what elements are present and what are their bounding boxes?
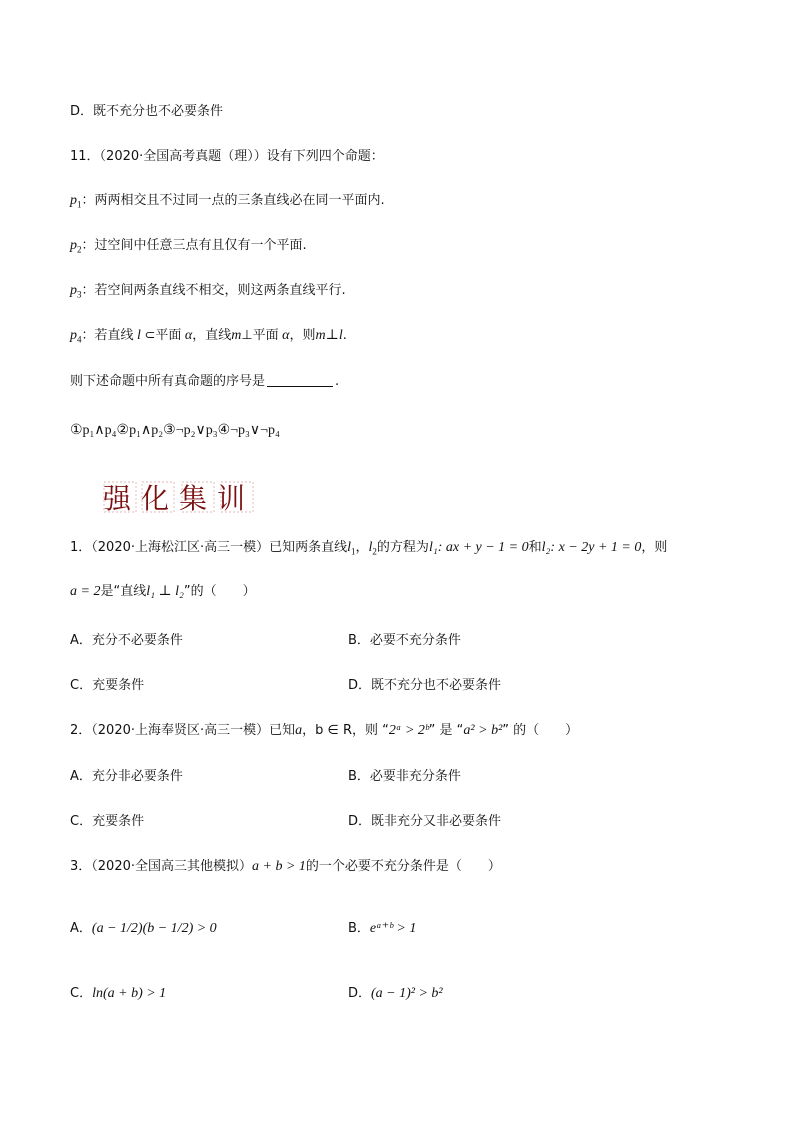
q2-ineq2: a² > b² xyxy=(463,723,503,738)
q1-tail: ，则 xyxy=(641,540,668,555)
q1-line2 xyxy=(70,582,256,602)
q3-tail: 的一个必要不充分条件是（ ） xyxy=(305,859,501,874)
q11-p4-end: . xyxy=(342,328,347,343)
q1-mid1: ， xyxy=(355,540,369,555)
q1-option-d[interactable]: D．既不充分也不必要条件 xyxy=(348,678,502,693)
q11-p2: $p_2$：过空间中任意三点有且仅有一个平面. xyxy=(70,238,307,255)
q1-option-a[interactable]: A．充分不必要条件 xyxy=(70,633,183,648)
q3-options-row1 xyxy=(70,916,417,942)
q11-p1: $p_1$：两两相交且不过同一点的三条直线必在同一平面内. xyxy=(70,193,385,210)
q3-option-b[interactable] xyxy=(348,916,416,942)
q11-p4-pre: 若直线 xyxy=(94,328,134,343)
q2-option-c[interactable]: C．充要条件 xyxy=(70,814,145,829)
q2-option-d[interactable]: D．既非充分又非必要条件 xyxy=(348,814,502,829)
q11-p4: $p_4$：若直线 l ⊂平面 α，直线m⊥平面 α，则m⊥l. xyxy=(70,328,347,345)
q2-ineq1: 2ᵃ > 2ᵇ xyxy=(388,723,429,738)
q11-p2-text: 过空间中任意三点有且仅有一个平面. xyxy=(94,238,307,253)
q11-p4-mid2: ，直线 xyxy=(192,328,232,343)
q3-option-c[interactable] xyxy=(70,986,166,1001)
q11-ask xyxy=(70,372,339,392)
q2-cond: ，b ∈ R，则 “ xyxy=(302,723,389,738)
q11-ask-text: 则下述命题中所有真命题的序号是 xyxy=(70,374,266,389)
q2-option-b[interactable]: B．必要非充分条件 xyxy=(348,769,461,784)
q3-option-d[interactable] xyxy=(348,984,443,1004)
q11-p3-text: 若空间两条直线不相交，则这两条直线平行. xyxy=(94,283,346,298)
q2-is: ” 是 “ xyxy=(428,723,464,738)
q3-option-a-expr: (a − 1/2)(b − 1/2) > 0 xyxy=(91,921,217,936)
section-banner xyxy=(103,480,255,514)
q1-head: 1．（2020·上海松江区·高三一模）已知两条直线 xyxy=(70,540,348,555)
q1-is: 是“直线 xyxy=(100,584,147,599)
q11-p4-mid4: ，则 xyxy=(289,328,316,343)
q11-p1-text: 两两相交且不过同一点的三条直线必在同一平面内. xyxy=(94,193,385,208)
q1-end: ”的（ ） xyxy=(183,584,256,599)
q1-mid2: 的方程为 xyxy=(376,540,429,555)
q3-option-b-expr: eᵃ⁺ᵇ > 1 xyxy=(369,921,417,936)
q1-options-row1 xyxy=(70,631,461,651)
q3-option-a-label: A． xyxy=(70,921,92,936)
q1-and: 和 xyxy=(528,540,542,555)
q3-option-c-label: C． xyxy=(70,986,93,1001)
q3-option-d-label: D． xyxy=(348,986,372,1001)
q11-p4-mid3: ⊥平面 xyxy=(241,328,279,343)
q11-ask-end: . xyxy=(335,374,340,389)
q3-option-a[interactable] xyxy=(70,921,217,936)
q11-choices: ①p₁∧p₄②p₁∧p₂③¬p₂∨p₃④¬p₃∨¬p₄ xyxy=(70,423,280,438)
q2-head: 2．（2020·上海奉贤区·高三一模）已知 xyxy=(70,723,296,738)
q1-eq1: l₁: ax + y − 1 = 0 xyxy=(428,540,529,555)
prev-option-d: D．既不充分也不必要条件 xyxy=(70,104,224,119)
q11-p4-mid1: ⊂平面 xyxy=(144,328,182,343)
q3-heading xyxy=(70,857,501,877)
q2-end: ” 的（ ） xyxy=(502,723,579,738)
q11-heading: 11．（2020·全国高考真题（理））设有下列四个命题： xyxy=(70,149,384,164)
q2-heading: 2．（2020·上海奉贤区·高三一模）已知a，b ∈ R，则 “2ᵃ > 2ᵇ” 是 “a² > b²” 的（ ） xyxy=(70,723,579,738)
q3-option-b-label: B． xyxy=(348,921,370,936)
q3-head: 3．（2020·全国高三其他模拟） xyxy=(70,859,252,874)
q1-rel: l₁ ⊥ l₂ xyxy=(146,584,184,599)
q3-options-row2 xyxy=(70,984,443,1004)
q3-option-c-expr: ln(a + b) > 1 xyxy=(92,986,167,1001)
q1-heading: 1．（2020·上海松江区·高三一模）已知两条直线$l_1$，$l_2$的方程为l₁: ax + y − 1 = 0和l₂: x − 2y + 1 = 0，则 xyxy=(70,540,668,557)
q1-option-c[interactable]: C．充要条件 xyxy=(70,678,145,693)
banner-title: 强化集训 xyxy=(103,484,255,514)
q3-cond: a + b > 1 xyxy=(252,859,306,874)
q1-options-row2 xyxy=(70,676,502,696)
q1-eq2: l₂: x − 2y + 1 = 0 xyxy=(541,540,642,555)
q2-options-row1 xyxy=(70,767,461,787)
q3-option-d-expr: (a − 1)² > b² xyxy=(371,986,443,1001)
q2-option-a[interactable]: A．充分非必要条件 xyxy=(70,769,183,784)
q1-cond: a = 2 xyxy=(70,584,101,599)
q1-option-b[interactable]: B．必要不充分条件 xyxy=(348,633,461,648)
q2-options-row2 xyxy=(70,812,502,832)
answer-blank[interactable] xyxy=(267,373,333,387)
q11-p3: $p_3$：若空间两条直线不相交，则这两条直线平行. xyxy=(70,283,346,300)
